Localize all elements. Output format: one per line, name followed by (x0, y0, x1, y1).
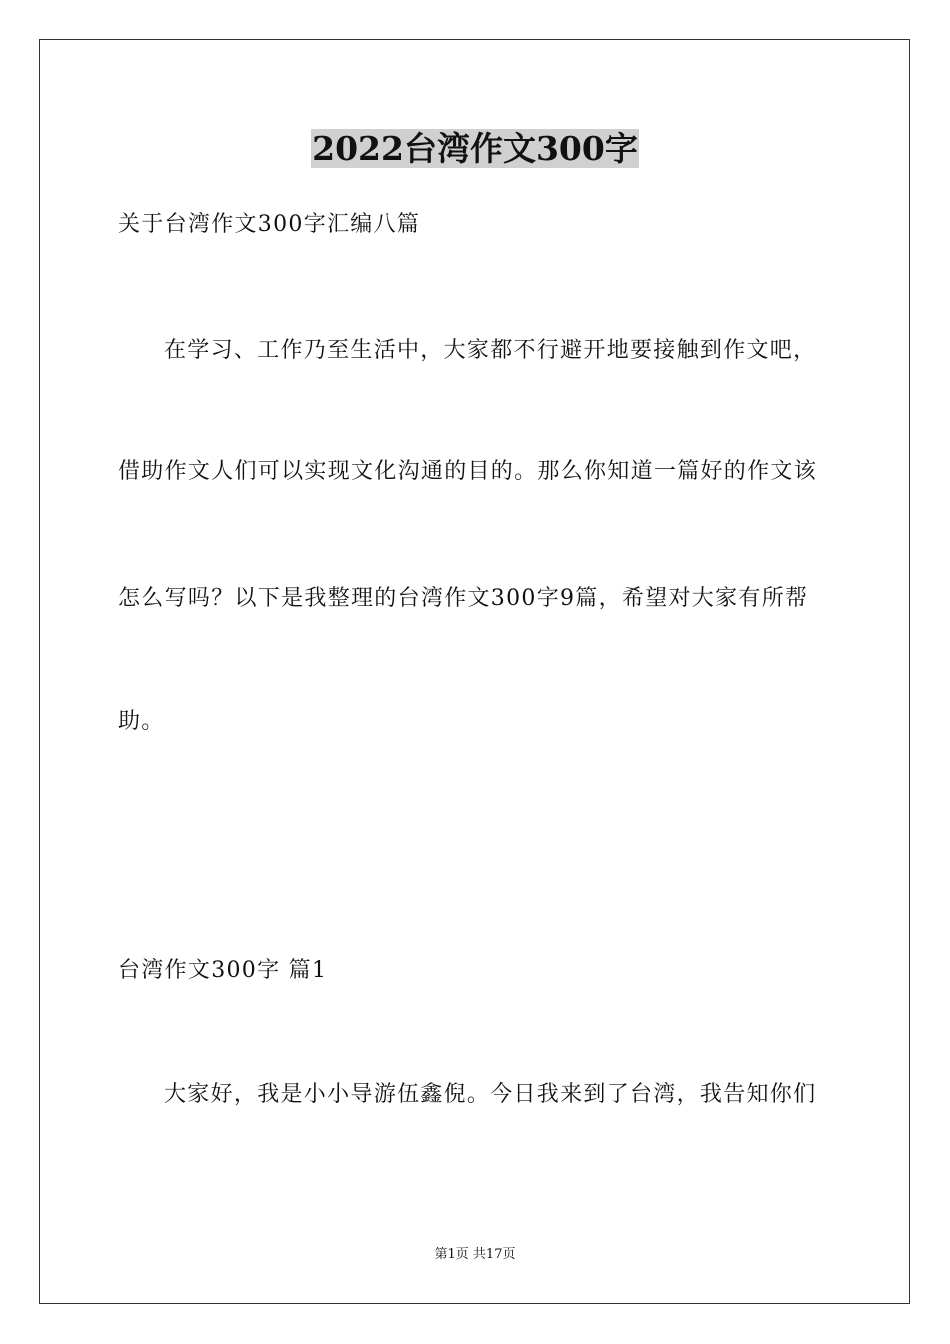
paragraph-line: 在学习、工作乃至生活中，大家都不行避开地要接触到作文吧， (164, 338, 817, 363)
document-title (0, 127, 950, 171)
section-heading: 台湾作文300字 篇1 (118, 958, 328, 983)
paragraph-line: 怎么写吗？以下是我整理的台湾作文300字9篇，希望对大家有所帮 (118, 586, 809, 611)
paragraph-line: 助。 (118, 709, 165, 734)
paragraph-line: 大家好，我是小小导游伍鑫倪。今日我来到了台湾，我告知你们 (164, 1082, 817, 1107)
title-text: 2022台湾作文300字 (312, 129, 638, 168)
document-subtitle: 关于台湾作文300字汇编八篇 (118, 212, 421, 237)
page-number-footer: 第1页 共17页 (434, 1247, 516, 1262)
paragraph-line: 借助作文人们可以实现文化沟通的目的。那么你知道一篇好的作文该 (118, 459, 818, 484)
